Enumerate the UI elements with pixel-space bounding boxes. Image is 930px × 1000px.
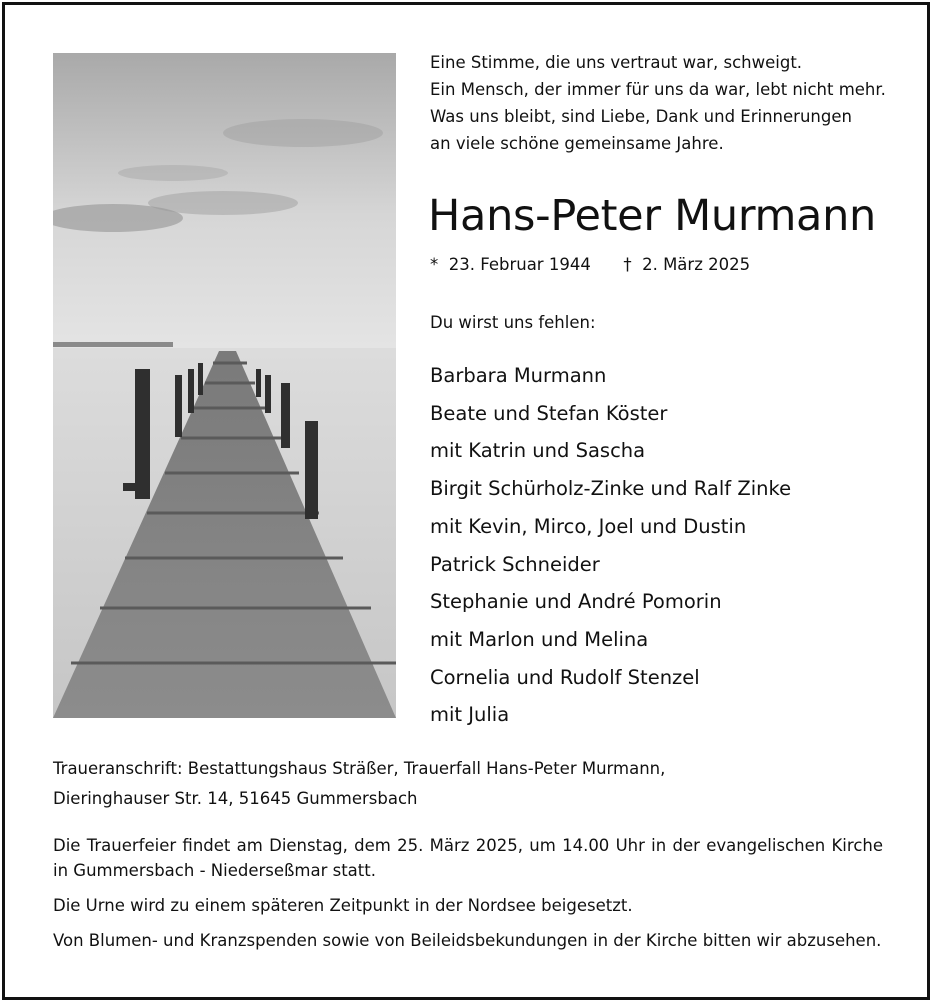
info-paragraph: Die Trauerfeier findet am Dienstag, dem 25. März 2025, um 14.00 Uhr in der evangelischen Kirche in Gummersbach - Niederseßmar statt. xyxy=(53,836,883,880)
info-paragraph: Die Urne wird zu einem späteren Zeitpunkt in der Nordsee beigesetzt. xyxy=(53,896,633,915)
poem-line: Eine Stimme, die uns vertraut war, schweigt. xyxy=(430,53,803,72)
mourner: mit Kevin, Mirco, Joel und Dustin xyxy=(430,514,747,538)
address-line: Traueranschrift: Bestattungshaus Sträßer, Trauerfall Hans-Peter Murmann, xyxy=(53,759,666,778)
birth-symbol: * xyxy=(430,255,439,274)
mourner: mit Katrin und Sascha xyxy=(430,439,646,463)
miss-line: Du wirst uns fehlen: xyxy=(430,313,596,332)
mourner: mit Julia xyxy=(430,703,510,727)
mourner: Cornelia und Rudolf Stenzel xyxy=(430,665,700,689)
mourning-address xyxy=(53,754,665,814)
mourner: Beate und Stefan Köster xyxy=(430,401,668,425)
poem-line: an viele schöne gemeinsame Jahre. xyxy=(430,134,724,153)
address-line: Dieringhauser Str. 14, 51645 Gummersbach xyxy=(53,789,418,808)
mourners-list xyxy=(430,357,791,734)
life-dates xyxy=(430,253,750,277)
poem-line: Ein Mensch, der immer für uns da war, lebt nicht mehr. xyxy=(430,80,886,99)
deceased-name: Hans-Peter Murmann xyxy=(428,191,876,241)
mourner: Stephanie und André Pomorin xyxy=(430,590,722,614)
poem xyxy=(430,49,886,157)
mourner: Birgit Schürholz-Zinke und Ralf Zinke xyxy=(430,477,792,501)
ceremony-info xyxy=(53,833,883,963)
death-symbol: † xyxy=(623,255,632,274)
info-paragraph: Von Blumen- und Kranzspenden sowie von Beileidsbekundungen in der Kirche bitten wir abzusehen. xyxy=(53,931,882,950)
death-date: 2. März 2025 xyxy=(642,255,751,274)
mourner: Patrick Schneider xyxy=(430,552,600,576)
jetty-photo xyxy=(53,53,396,718)
birth-date: 23. Februar 1944 xyxy=(448,255,591,274)
mourner: mit Marlon und Melina xyxy=(430,627,649,651)
mourner: Barbara Murmann xyxy=(430,364,607,387)
poem-line: Was uns bleibt, sind Liebe, Dank und Erinnerungen xyxy=(430,107,852,126)
